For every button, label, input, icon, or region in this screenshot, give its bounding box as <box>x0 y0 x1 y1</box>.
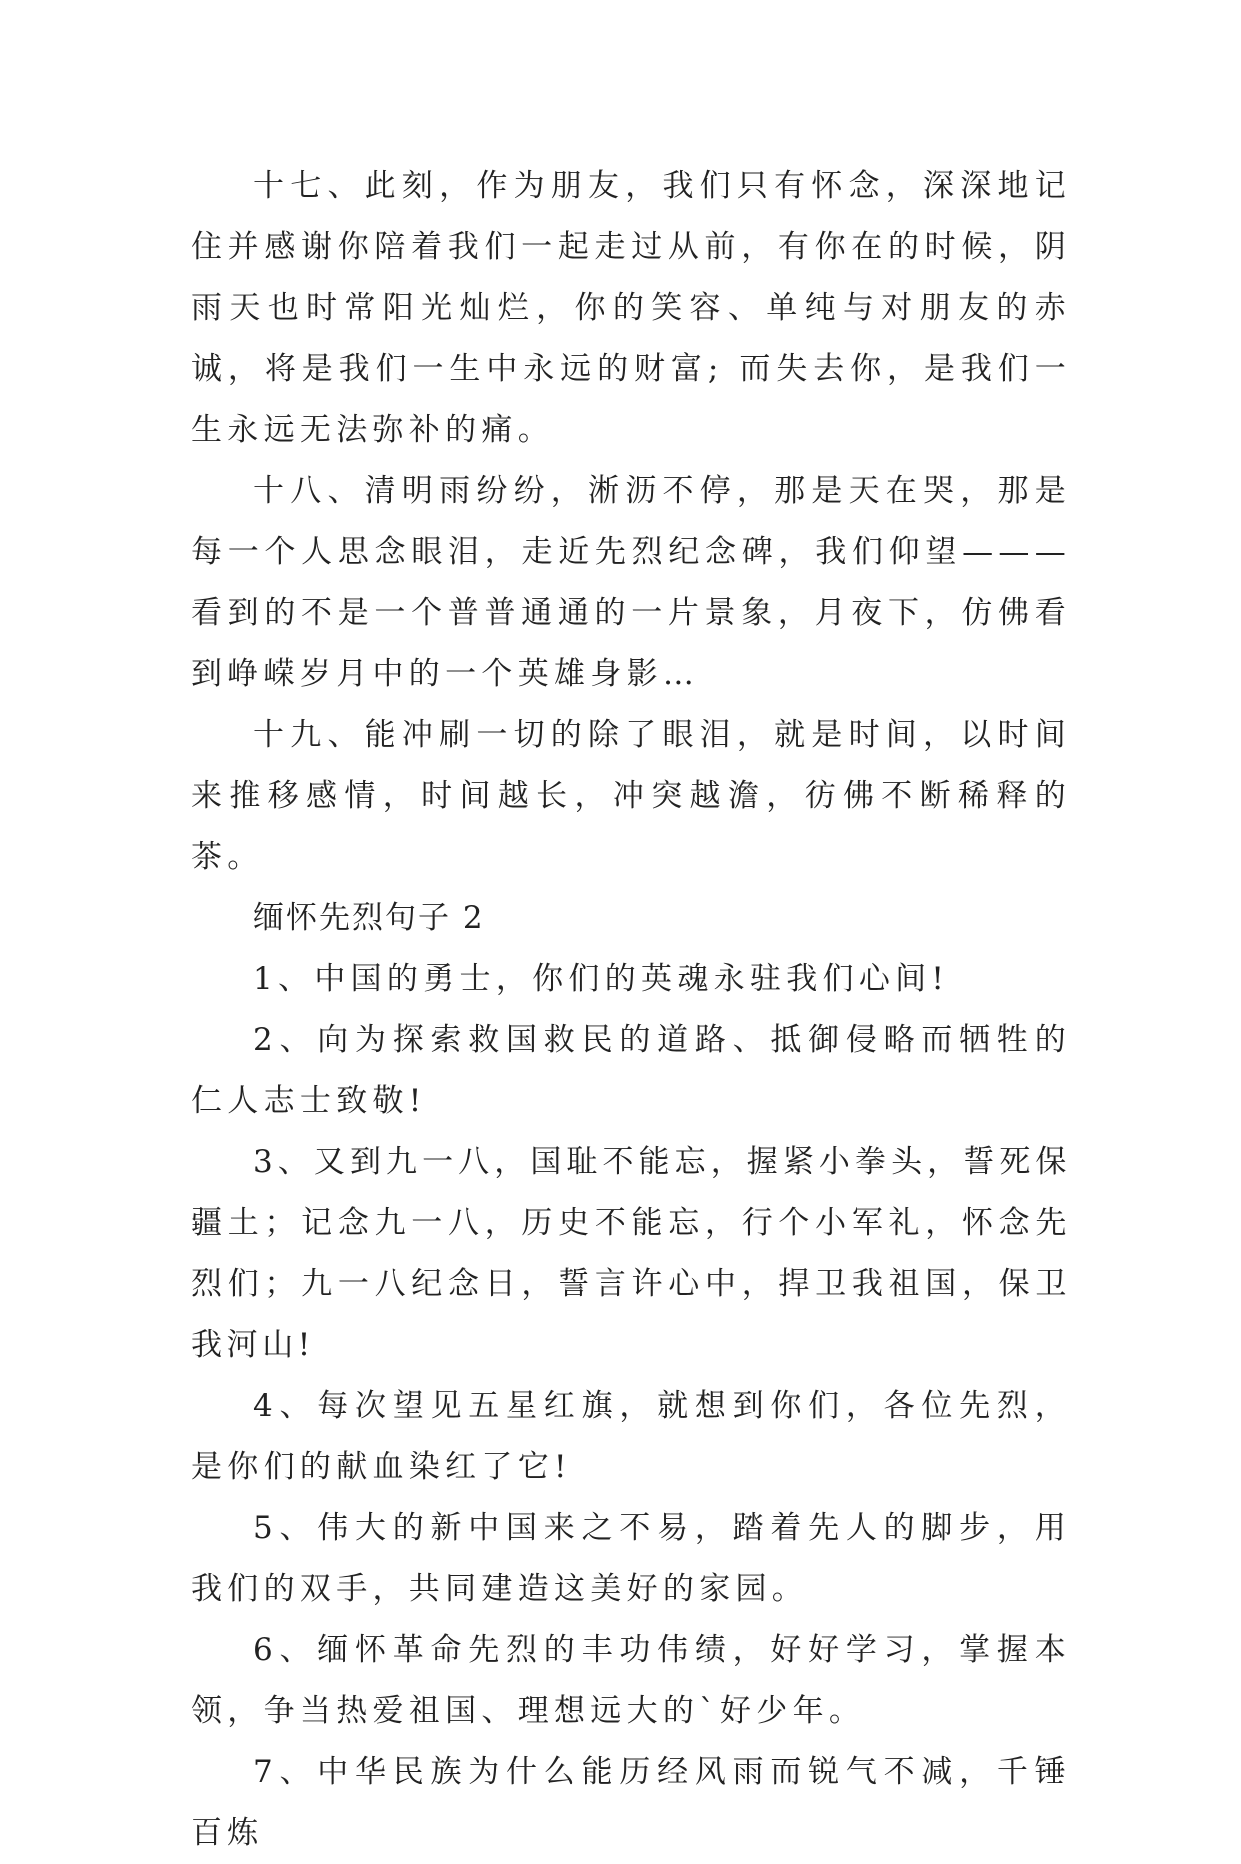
list-item-6: 6、缅怀革命先烈的丰功伟绩，好好学习，掌握本领，争当热爱祖国、理想远大的`好少年。 <box>191 1632 1071 1729</box>
list-item-2: 2、向为探索救国救民的道路、抵御侵略而牺牲的仁人志士致敬! <box>191 1022 1071 1119</box>
document-body <box>191 156 1071 1864</box>
paragraph-19: 十九、能冲刷一切的除了眼泪，就是时间，以时间来推移感情，时间越长，冲突越澹，彷佛不断稀释的茶。 <box>191 717 1071 875</box>
list-item-4: 4、每次望见五星红旗，就想到你们，各位先烈，是你们的献血染红了它! <box>191 1388 1071 1485</box>
section-heading: 缅怀先烈句子 2 <box>253 900 485 936</box>
list-item-1: 1、中国的勇士，你们的英魂永驻我们心间! <box>253 961 950 997</box>
list-item-5: 5、伟大的新中国来之不易，踏着先人的脚步，用我们的双手，共同建造这美好的家园。 <box>191 1510 1071 1607</box>
list-item-7: 7、中华民族为什么能历经风雨而锐气不减，千锤百炼 <box>191 1754 1071 1851</box>
paragraph-18: 十八、清明雨纷纷，淅沥不停，那是天在哭，那是每一个人思念眼泪，走近先烈纪念碑，我们仰望———看到的不是一个普普通通的一片景象，月夜下，仿佛看到峥嵘岁月中的一个英雄身影… <box>191 473 1071 692</box>
list-item-3: 3、又到九一八，国耻不能忘，握紧小拳头，誓死保疆土；记念九一八，历史不能忘，行个小军礼，怀念先烈们；九一八纪念日，誓言许心中，捍卫我祖国，保卫我河山! <box>191 1144 1071 1363</box>
paragraph-17: 十七、此刻，作为朋友，我们只有怀念，深深地记住并感谢你陪着我们一起走过从前，有你在的时候，阴雨天也时常阳光灿烂，你的笑容、单纯与对朋友的赤诚，将是我们一生中永远的财富; 而失去你，是我们一生永远无法弥补的痛。 <box>191 168 1071 448</box>
